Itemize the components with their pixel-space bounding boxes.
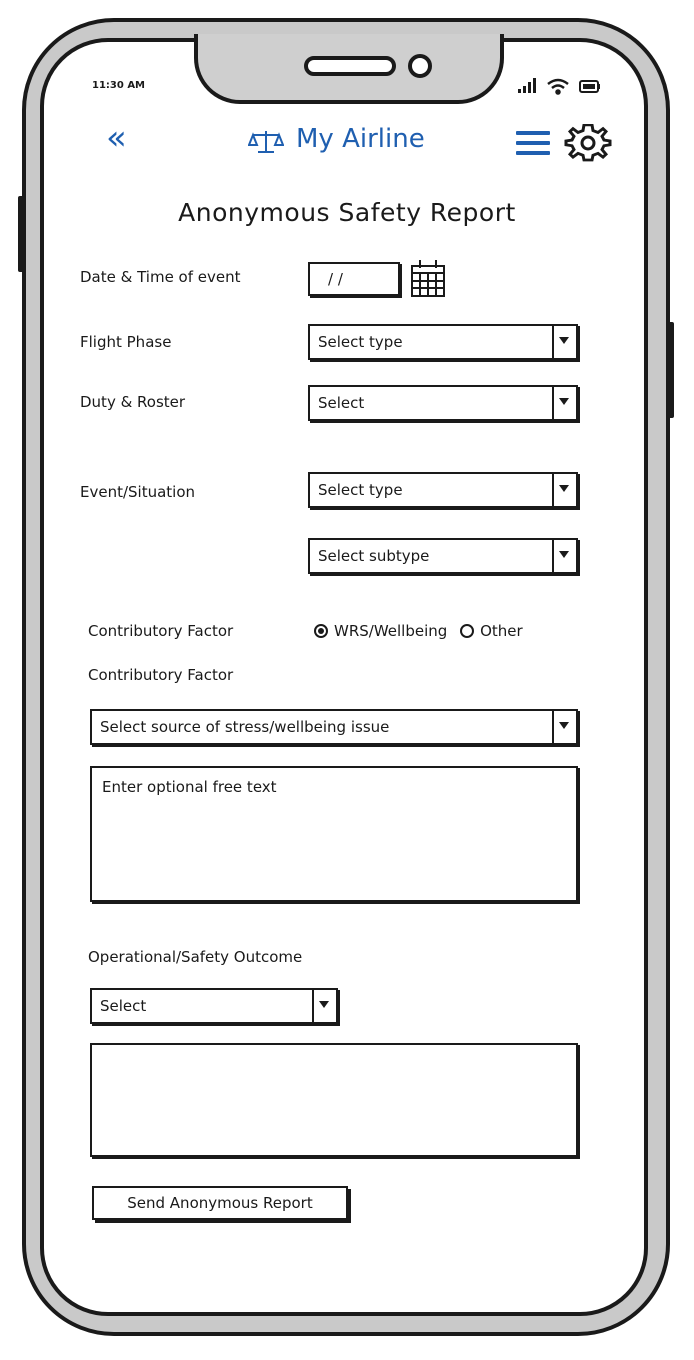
- chevron-down-icon[interactable]: [552, 711, 576, 743]
- date-time-value: / /: [328, 270, 343, 288]
- status-icons: [512, 76, 608, 96]
- radio-unchecked-icon[interactable]: [460, 624, 474, 638]
- duty-roster-select[interactable]: [308, 385, 578, 421]
- radio-other-label: Other: [480, 622, 523, 640]
- signal-icon: [518, 78, 536, 93]
- status-time: 11:30 AM: [92, 80, 146, 91]
- free-text-area[interactable]: [90, 766, 578, 902]
- calendar-icon[interactable]: [410, 258, 446, 302]
- balance-scale-icon: [248, 128, 284, 160]
- radio-other[interactable]: [460, 622, 523, 640]
- chevron-down-icon[interactable]: [552, 326, 576, 358]
- free-text-placeholder: Enter optional free text: [102, 778, 277, 796]
- outcome-select[interactable]: [90, 988, 338, 1024]
- chevron-down-icon[interactable]: [552, 474, 576, 506]
- send-report-button[interactable]: Send Anonymous Report: [92, 1186, 348, 1220]
- page-title: Anonymous Safety Report: [178, 198, 516, 227]
- radio-checked-icon[interactable]: [314, 624, 328, 638]
- battery-icon: [580, 81, 600, 92]
- speaker-icon: [304, 56, 396, 76]
- radio-wrs-wellbeing[interactable]: [314, 622, 447, 640]
- contributory-factor-sublabel: Contributory Factor: [88, 666, 234, 684]
- outcome-text-area[interactable]: [90, 1043, 578, 1157]
- wifi-icon: [548, 80, 568, 94]
- flight-phase-value: Select type: [318, 333, 403, 351]
- stress-source-select[interactable]: [90, 709, 578, 745]
- app-title: My Airline: [296, 124, 425, 154]
- duty-roster-label: Duty & Roster: [80, 393, 186, 411]
- event-type-select[interactable]: [308, 472, 578, 508]
- event-subtype-value: Select subtype: [318, 547, 430, 565]
- duty-roster-value: Select: [318, 394, 365, 412]
- outcome-label: Operational/Safety Outcome: [88, 948, 303, 966]
- hamburger-menu-icon[interactable]: [516, 130, 550, 160]
- flight-phase-label: Flight Phase: [80, 333, 172, 351]
- chevron-down-icon[interactable]: [552, 540, 576, 572]
- camera-icon: [408, 54, 432, 78]
- contributory-factor-label: Contributory Factor: [88, 622, 234, 640]
- back-chevron-icon[interactable]: «: [106, 118, 127, 158]
- contributory-factor-radio-group: [314, 622, 523, 640]
- gear-icon[interactable]: [564, 124, 612, 168]
- event-subtype-select[interactable]: [308, 538, 578, 574]
- event-type-value: Select type: [318, 481, 403, 499]
- chevron-down-icon[interactable]: [312, 990, 336, 1022]
- outcome-value: Select: [100, 997, 147, 1015]
- flight-phase-select[interactable]: [308, 324, 578, 360]
- date-time-label: Date & Time of event: [80, 268, 241, 286]
- chevron-down-icon[interactable]: [552, 387, 576, 419]
- stress-source-value: Select source of stress/wellbeing issue: [100, 718, 390, 736]
- date-time-input[interactable]: [308, 262, 400, 296]
- phone-side-button-right: [668, 322, 674, 418]
- radio-wrs-wellbeing-label: WRS/Wellbeing: [334, 622, 448, 640]
- event-situation-label: Event/Situation: [80, 483, 196, 501]
